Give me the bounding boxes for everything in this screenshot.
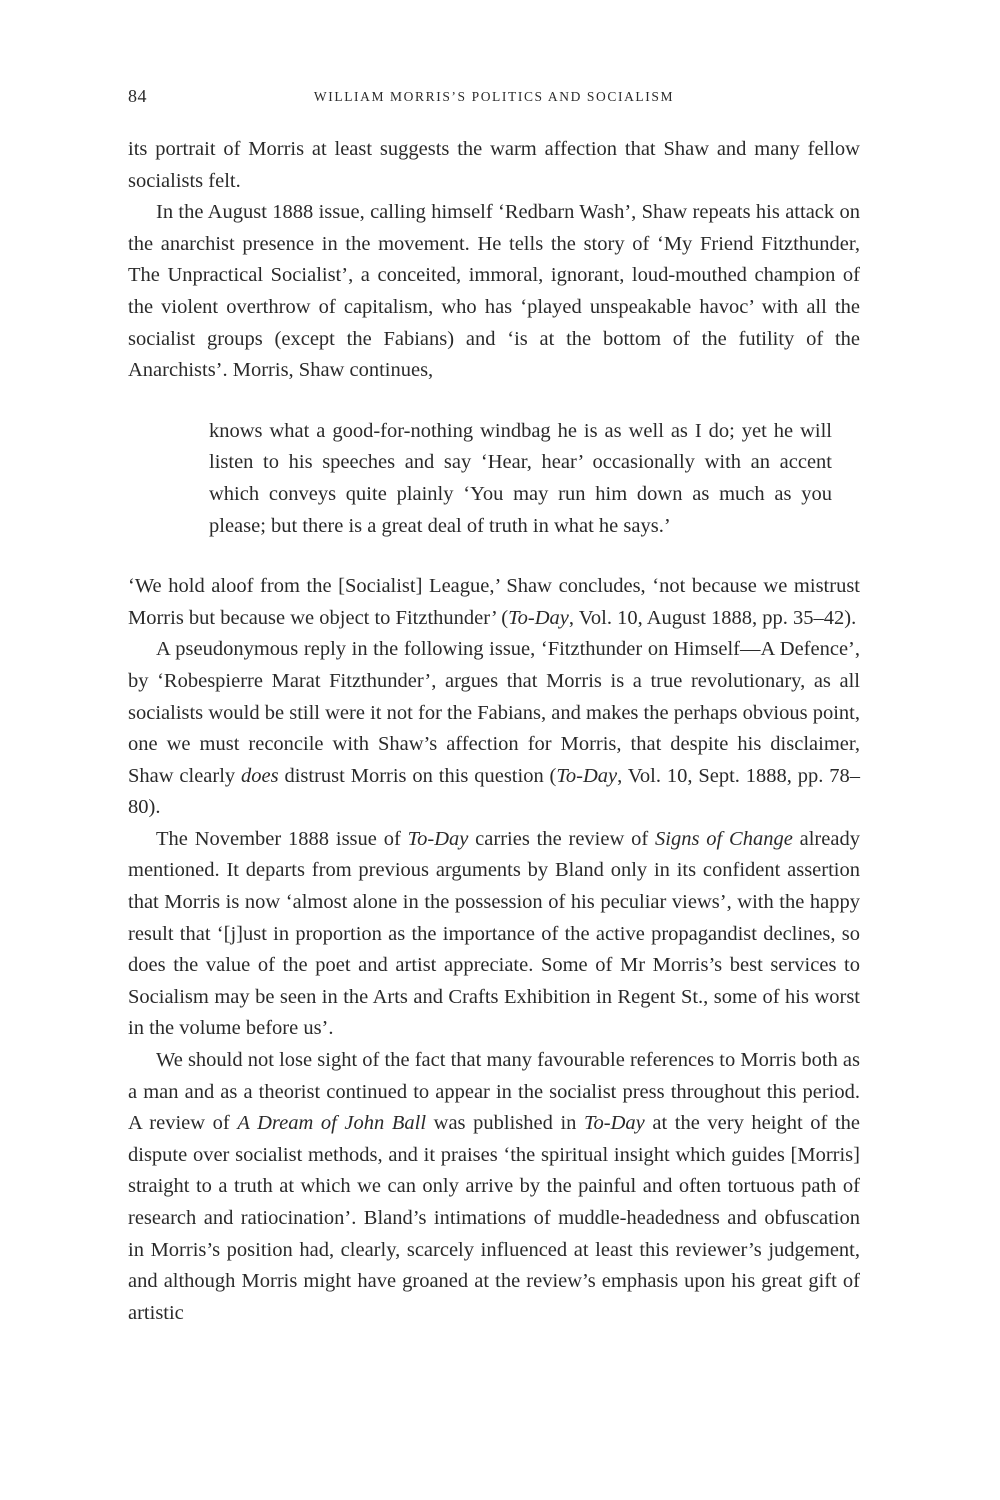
running-head: WILLIAM MORRIS’S POLITICS AND SOCIALISM [313, 89, 675, 104]
page-number: 84 [128, 86, 147, 106]
paragraph-4-text-c: , Vol. 10, Sept. 1888, pp. 78–80). [128, 764, 860, 819]
paragraph-4-text-a: A pseudonymous reply in the following issue, ‘Fitzthunder on Himself—A Defence’, by ‘Robespierre Marat Fitzthunder’, argues that Morris is a true revolutionary, as all socialists would be still were it not for the Fabians, and makes the perhaps obvious point, one we must reconcile with Shaw’s affection for Morris, that despite his disclaimer, Shaw clearly [128, 638, 860, 787]
paragraph-5-text-c: already mentioned. It departs from previous arguments by Bland only in its confident assertion that Morris is now ‘almost alone in the possession of his peculiar views’, with the happy result that ‘[j]ust in proportion as the importance of the active propagandist declines, so does the value of the poet and artist appreciate. Some of Mr Morris’s best services to Socialism may be seen in the Arts and Crafts Exhibition in Regent St., some of his worst in the volume before us’. [128, 827, 860, 1040]
paragraph-4 [128, 634, 860, 824]
paragraph-6-text-b: was published in [426, 1112, 584, 1135]
paragraph-5-text-b: carries the review of [468, 827, 656, 850]
paragraph-4-text-b: distrust Morris on this question ( [278, 764, 557, 787]
paragraph-3-text-b: , Vol. 10, August 1888, pp. 35–42). [568, 606, 857, 629]
book-title-dream-of-john-ball: A Dream of John Ball [237, 1112, 427, 1135]
journal-title-today: To-Day [407, 827, 469, 850]
journal-title-today: To-Day [556, 764, 618, 787]
paragraph-1: its portrait of Morris at least suggests the warm affection that Shaw and many fellow socialists felt. [128, 138, 860, 192]
block-quote: knows what a good-for-nothing windbag he is as well as I do; yet he will listen to his speeches and say ‘Hear, hear’ occasionally with an accent which conveys quite plainly ‘You may run him down as much as you please; but there is a great deal of truth in what he says.’ [209, 419, 832, 537]
emphasis-does: does [241, 764, 279, 787]
paragraph-6-text-c: at the very height of the dispute over socialist methods, and it praises ‘the spiritual insight which guides [Morris] straight to a truth at which we can only arrive by the painful and often tortuous path of research and ratiocination’. Bland’s intimations of muddle-headedness and obfuscation in Morris’s position had, clearly, scarcely influenced at least this reviewer’s judgement, and although Morris might have groaned at the review’s emphasis upon his great gift of artistic [128, 1112, 860, 1324]
paragraph-6-text-a: We should not lose sight of the fact that many favourable references to Morris both as a man and as a theorist continued to appear in the socialist press throughout this period. A review of [128, 1049, 860, 1135]
paragraph-3 [128, 571, 860, 634]
journal-title-today: To-Day [508, 606, 569, 629]
paragraph-5 [128, 824, 860, 1045]
book-title-signs-of-change: Signs of Change [655, 827, 793, 850]
journal-title-today: To-Day [584, 1112, 645, 1135]
paragraph-2: In the August 1888 issue, calling himself ‘Redbarn Wash’, Shaw repeats his attack on the anarchist presence in the movement. He tells the story of ‘My Friend Fitzthunder, The Unpractical Socialist’, a conceited, immoral, ignorant, loud-mouthed champion of the violent overthrow of capitalism, who has ‘played unspeakable havoc’ with all the socialist groups (except the Fabians) and ‘is at the bottom of the futility of the Anarchists’. Morris, Shaw continues, [128, 201, 860, 382]
paragraph-6 [128, 1045, 860, 1329]
paragraph-3-text-a: ‘We hold aloof from the [Socialist] League,’ Shaw concludes, ‘not because we mistrust Morris but because we object to Fitzthunder’ ( [128, 575, 860, 629]
body-text [128, 134, 860, 1329]
paragraph-5-text-a: The November 1888 issue of [156, 827, 408, 850]
page-header [128, 86, 860, 110]
